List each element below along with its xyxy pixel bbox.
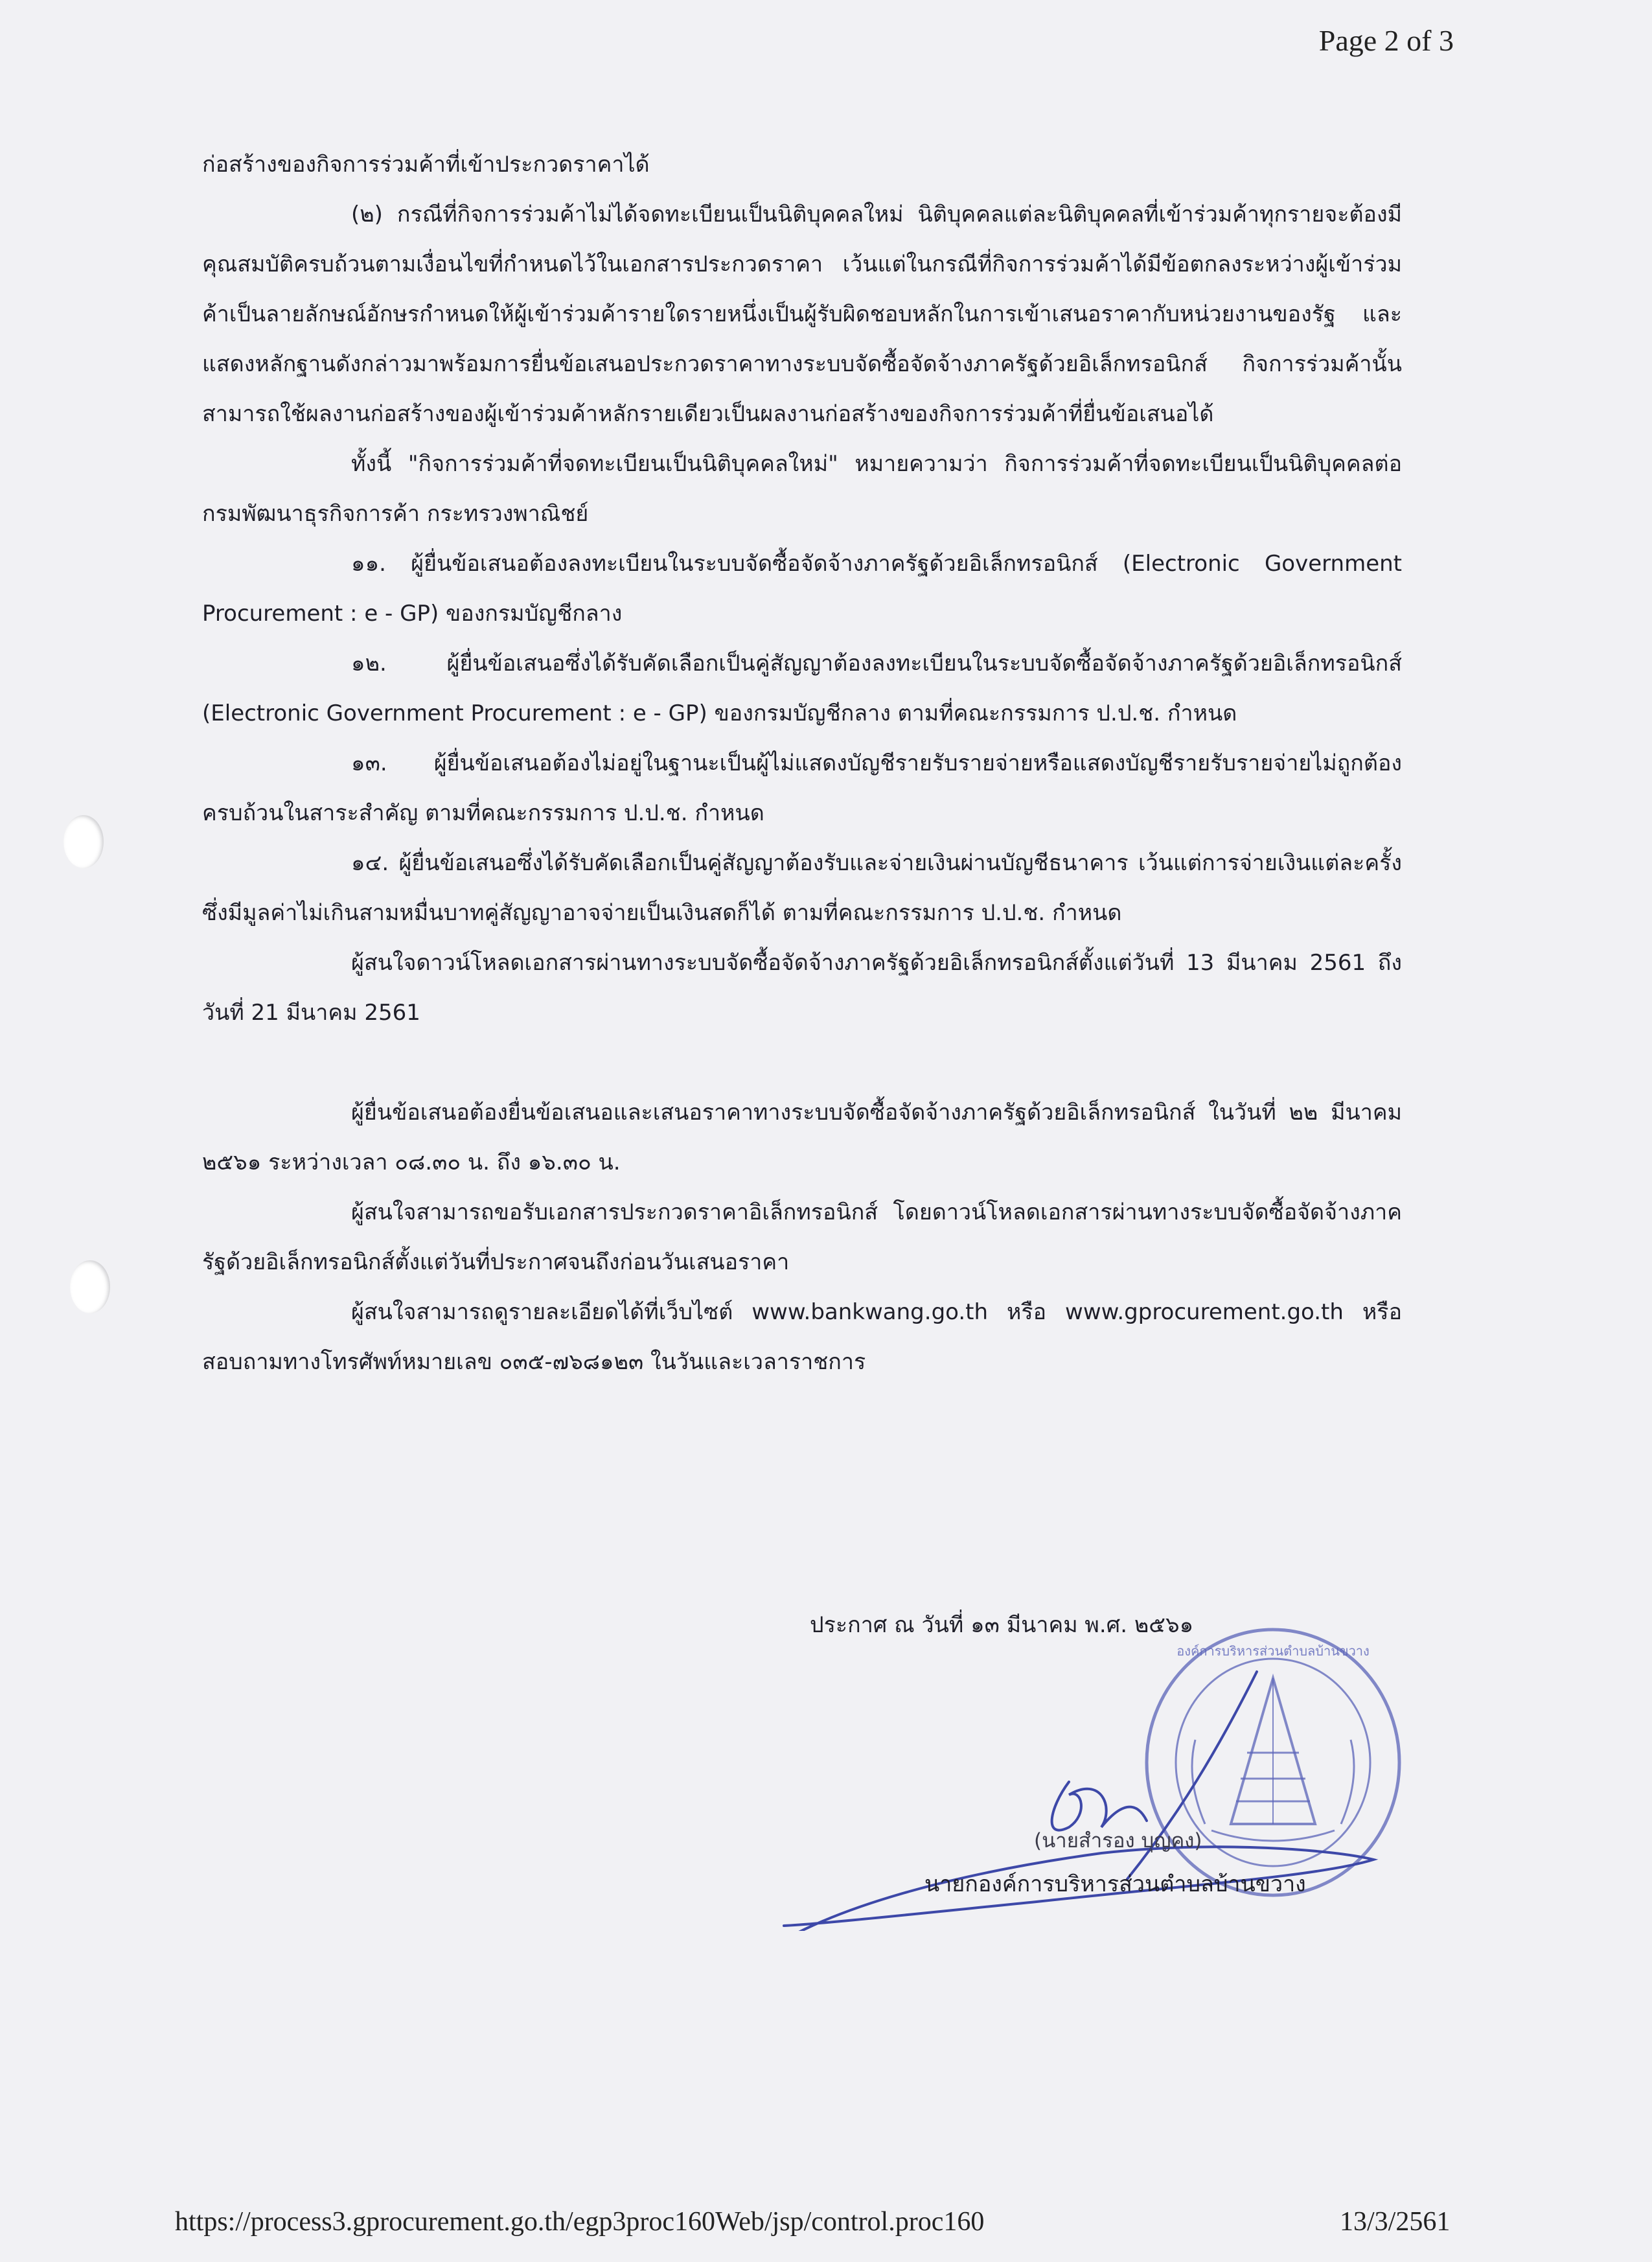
footer-url: https://process3.gprocurement.go.th/egp3proc160Web/jsp/control.proc160 [175,2207,985,2237]
svg-text:องค์การบริหารส่วนตำบลบ้านขวาง: องค์การบริหารส่วนตำบลบ้านขวาง [1176,1643,1370,1659]
paragraph-download-period: ผู้สนใจดาวน์โหลดเอกสารผ่านทางระบบจัดซื้อจัดจ้างภาครัฐด้วยอิเล็กทรอนิกส์ตั้งแต่วันที่ 13 มีนาคม 2561 ถึงวันที่ 21 มีนาคม 2561 [202,950,1402,1026]
signatory-name: (นายสำรอง บุญคง) [1034,1829,1202,1852]
paragraph-item-13: ๑๓. ผู้ยื่นข้อเสนอต้องไม่อยู่ในฐานะเป็นผู้ไม่แสดงบัญชีรายรับรายจ่ายหรือแสดงบัญชีรายรับรายจ่ายไม่ถูกต้องครบถ้วนในสาระสำคัญ ตามที่คณะกรรมการ ป.ป.ช. กำหนด [202,750,1402,826]
paragraph-document-request: ผู้สนใจสามารถขอรับเอกสารประกวดราคาอิเล็กทรอนิกส์ โดยดาวน์โหลดเอกสารผ่านทางระบบจัดซื้อจัดจ้างภาครัฐด้วยอิเล็กทรอนิกส์ตั้งแต่วันที่ประกาศจนถึงก่อนวันเสนอราคา [202,1199,1402,1275]
paragraph-item-14: ๑๔. ผู้ยื่นข้อเสนอซึ่งได้รับคัดเลือกเป็นคู่สัญญาต้องรับและจ่ายเงินผ่านบัญชีธนาคาร เว้นแต่การจ่ายเงินแต่ละครั้งซึ่งมีมูลค่าไม่เกินสามหมื่นบาทคู่สัญญาอาจจ่ายเป็นเงินสดก็ได้ ตามที่คณะกรรมการ ป.ป.ช. กำหนด [202,850,1402,926]
paragraph-item-12: ๑๒. ผู้ยื่นข้อเสนอซึ่งได้รับคัดเลือกเป็นคู่สัญญาต้องลงทะเบียนในระบบจัดซื้อจัดจ้างภาครัฐด้วยอิเล็กทรอนิกส์ (Electronic Government Procurement : e - GP) ของกรมบัญชีกลาง ตามที่คณะกรรมการ ป.ป.ช. กำหนด [202,651,1402,726]
footer-date: 13/3/2561 [1340,2207,1451,2237]
paragraph-continuation: ก่อสร้างของกิจการร่วมค้าที่เข้าประกวดราคาได้ [202,152,650,178]
punch-hole-top [63,815,104,868]
paragraph-submission-date: ผู้ยื่นข้อเสนอต้องยื่นข้อเสนอและเสนอราคาทางระบบจัดซื้อจัดจ้างภาครัฐด้วยอิเล็กทรอนิกส์ ในวันที่ ๒๒ มีนาคม ๒๕๖๑ ระหว่างเวลา ๐๘.๓๐ น. ถึง ๑๖.๓๐ น. [202,1100,1402,1175]
document-body [202,140,1402,1387]
paragraph-definition: ทั้งนี้ "กิจการร่วมค้าที่จดทะเบียนเป็นนิติบุคคลใหม่" หมายความว่า กิจการร่วมค้าที่จดทะเบียนเป็นนิติบุคคลต่อกรมพัฒนาธุรกิจการค้า กระทรวงพาณิชย์ [202,451,1402,527]
signature-block [764,1607,1477,1944]
announcement-date: ประกาศ ณ วันที่ ๑๓ มีนาคม พ.ศ. ๒๕๖๑ [810,1612,1194,1638]
punch-hole-bottom [70,1260,110,1313]
signatory-title: นายกองค์การบริหารส่วนตำบลบ้านขวาง [924,1871,1306,1897]
paragraph-contact-info: ผู้สนใจสามารถดูรายละเอียดได้ที่เว็บไซต์ www.bankwang.go.th หรือ www.gprocurement.go.th หรือสอบถามทางโทรศัพท์หมายเลข ๐๓๕-๗๖๘๑๒๓ ในวันและเวลาราชการ [202,1299,1402,1375]
paragraph-item-11: ๑๑. ผู้ยื่นข้อเสนอต้องลงทะเบียนในระบบจัดซื้อจัดจ้างภาครัฐด้วยอิเล็กทรอนิกส์ (Electronic Government Procurement : e - GP) ของกรมบัญชีกลาง [202,551,1402,627]
paragraph-clause-2: (๒) กรณีที่กิจการร่วมค้าไม่ได้จดทะเบียนเป็นนิติบุคคลใหม่ นิติบุคคลแต่ละนิติบุคคลที่เข้าร่วมค้าทุกรายจะต้องมีคุณสมบัติครบถ้วนตามเงื่อนไขที่กำหนดไว้ในเอกสารประกวดราคา เว้นแต่ในกรณีที่กิจการร่วมค้าได้มีข้อตกลงระหว่างผู้เข้าร่วมค้าเป็นลายลักษณ์อักษรกำหนดให้ผู้เข้าร่วมค้ารายใดรายหนึ่งเป็นผู้รับผิดชอบหลักในการเข้าเสนอราคากับหน่วยงานของรัฐ และแสดงหลักฐานดังกล่าวมาพร้อมการยื่นข้อเสนอประกวดราคาทางระบบจัดซื้อจัดจ้างภาครัฐด้วยอิเล็กทรอนิกส์ กิจการร่วมค้านั้นสามารถใช้ผลงานก่อสร้างของผู้เข้าร่วมค้าหลักรายเดียวเป็นผลงานก่อสร้างของกิจการร่วมค้าที่ยื่นข้อเสนอได้ [202,202,1402,427]
page-number: Page 2 of 3 [1318,24,1454,57]
spacer [202,1038,1402,1088]
